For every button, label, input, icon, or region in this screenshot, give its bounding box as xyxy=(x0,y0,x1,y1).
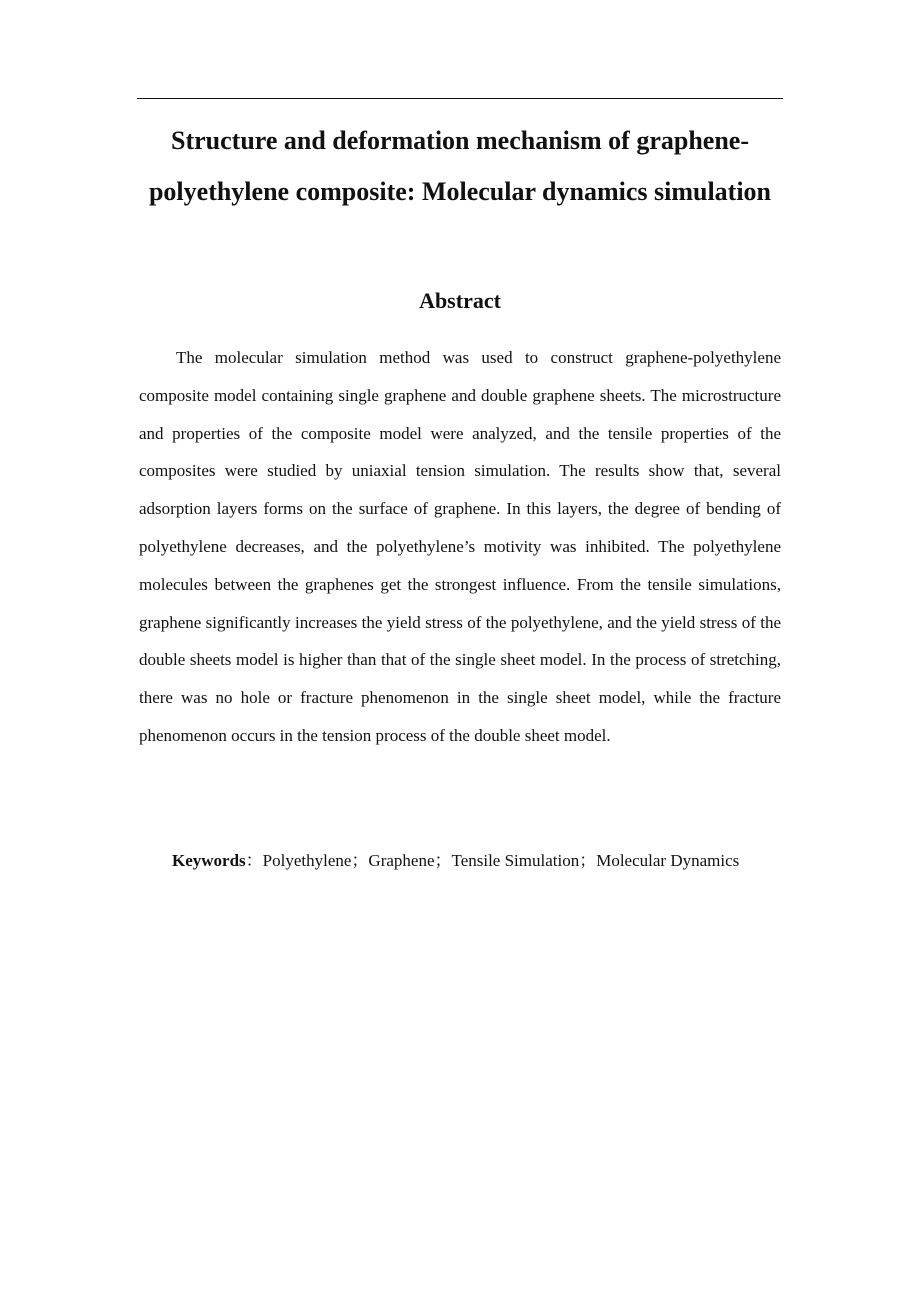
keywords-list: Polyethylene；Graphene；Tensile Simulation；Molecular Dynamics xyxy=(262,851,740,870)
keywords-label: Keywords xyxy=(172,851,246,870)
abstract-heading: Abstract xyxy=(419,288,501,313)
header-rule xyxy=(137,98,783,99)
keywords-separator: ： xyxy=(245,851,263,870)
abstract-text: The molecular simulation method was used to construct graphene-polyethylene composite model containing single graphene and double graphene sheets. The microstructure and properties of the composite model were analyzed, and the tensile properties of the composites were studied by uniaxial tension simulation. The results show that, several adsorption layers forms on the surface of graphene. In this layers, the degree of bending of polyethylene decreases, and the polyethylene’s motivity was inhibited. The polyethylene molecules between the graphenes get the strongest influence. From the tensile simulations, graphene significantly increases the yield stress of the polyethylene, and the yield stress of the double sheets model is higher than that of the single sheet model. In the process of stretching, there was no hole or fracture phenomenon in the single sheet model, while the fracture phenomenon occurs in the tension process of the double sheet model. xyxy=(139,348,781,745)
keywords-line xyxy=(172,846,784,876)
paper-title: Structure and deformation mechanism of graphene-polyethylene composite: Molecular dynamics simulation xyxy=(148,126,772,206)
